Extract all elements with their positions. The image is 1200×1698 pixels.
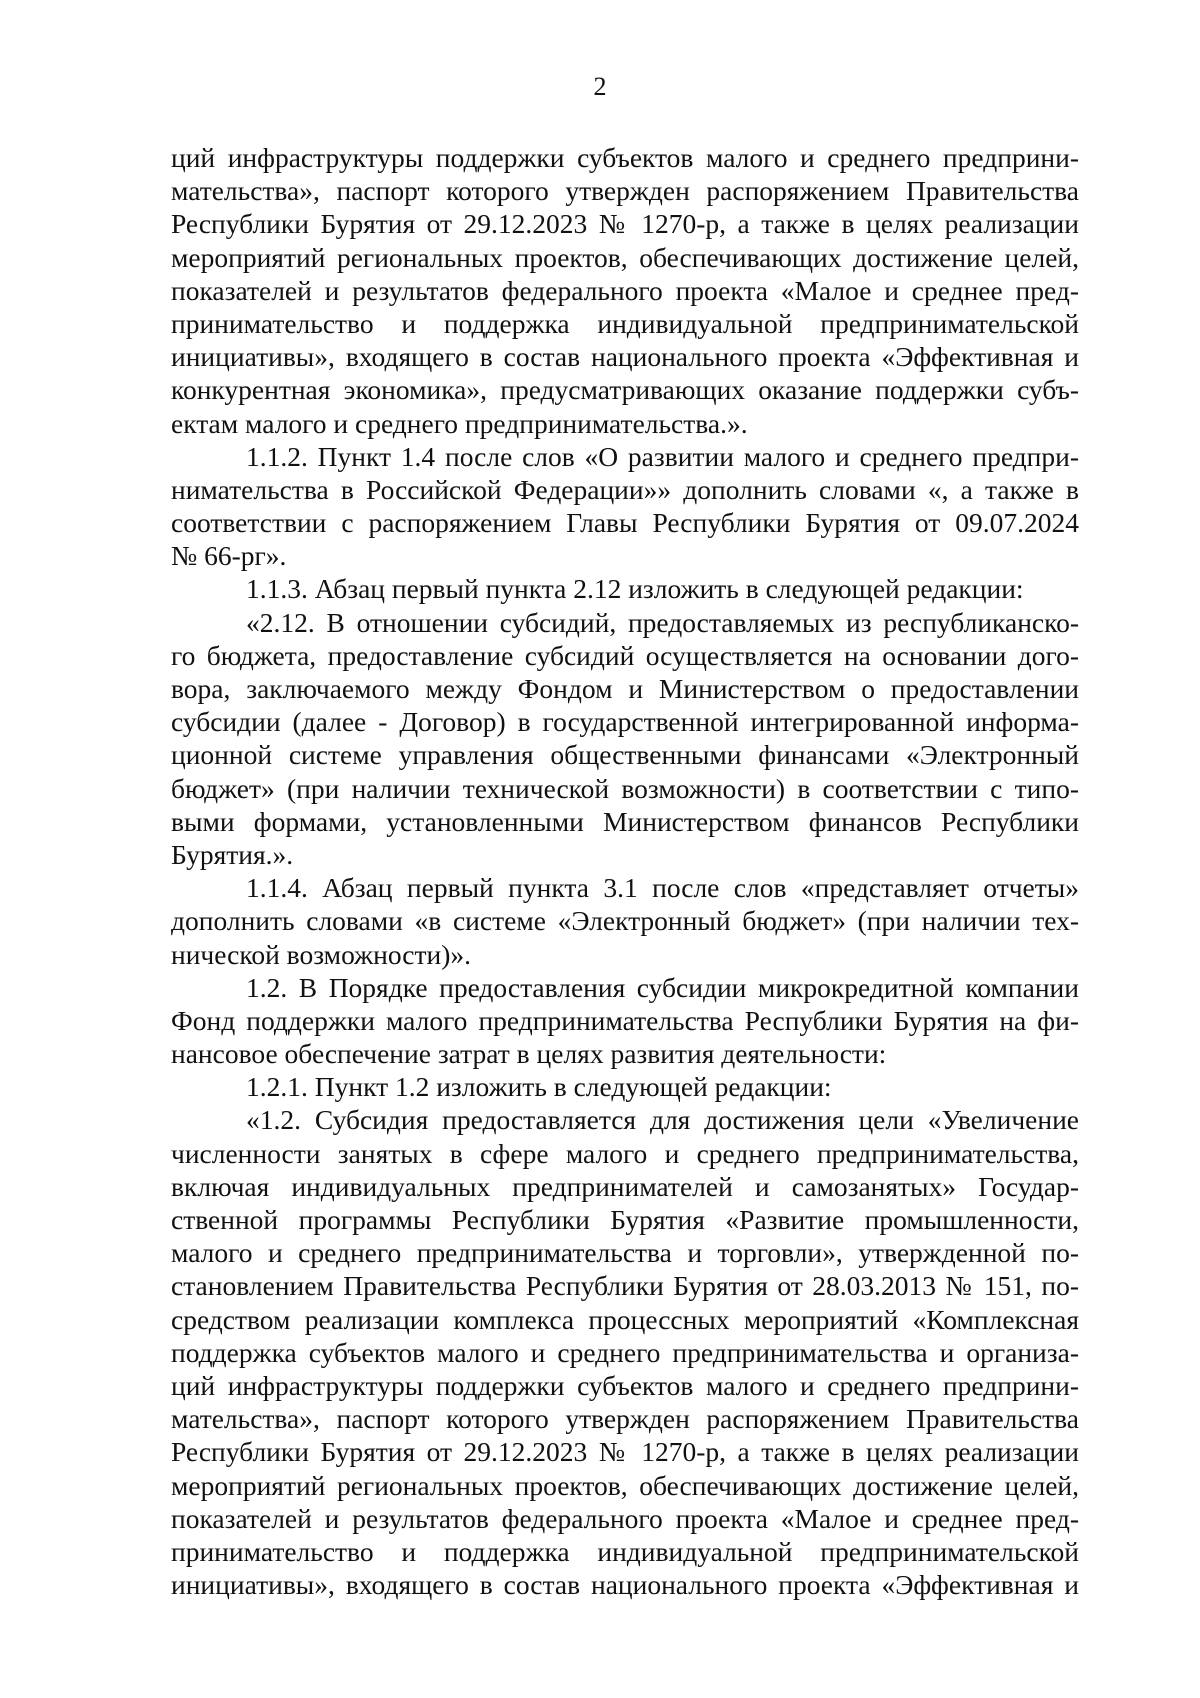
text-line: 1.2. В Порядке предоставления субсидии микрокредитной компании — [246, 971, 1079, 1003]
text-line: го бюджета, предоставление субсидий осуществляется на основании дого- — [171, 639, 1079, 671]
text-line: становлением Правительства Республики Бурятия от 28.03.2013 № 151, по- — [171, 1270, 1079, 1302]
text-line: мероприятий региональных проектов, обеспечивающих достижение целей, — [171, 1469, 1079, 1501]
text-line: ектам малого и среднего предпринимательства.». — [171, 407, 748, 439]
text-line: включая индивидуальных предпринимателей и самозанятых» Государ- — [171, 1170, 1079, 1202]
text-line: вора, заключаемого между Фондом и Министерством о предоставлении — [171, 673, 1079, 704]
text-line: средством реализации комплекса процессных мероприятий «Комплексная — [171, 1303, 1079, 1335]
text-line: 1.1.2. Пункт 1.4 после слов «О развитии малого и среднего предпри- — [246, 440, 1079, 472]
text-line: инициативы», входящего в состав национального проекта «Эффективная и — [171, 341, 1079, 373]
text-line: Республики Бурятия от 29.12.2023 № 1270-р, а также в целях реализации — [171, 1436, 1079, 1468]
text-line: ционной системе управления общественными финансами «Электронный — [171, 739, 1079, 771]
text-line: ций инфраструктуры поддержки субъектов малого и среднего предприни- — [171, 1369, 1079, 1401]
text-line: дополнить словами «в системе «Электронный бюджет» (при наличии тех- — [171, 905, 1079, 937]
text-line: нимательства в Российской Федерации»» дополнить словами «, а также в — [171, 473, 1079, 505]
text-line: показателей и результатов федерального проекта «Малое и среднее пред- — [171, 1502, 1079, 1534]
text-line: Бурятия.». — [171, 838, 294, 870]
text-line: ций инфраструктуры поддержки субъектов малого и среднего предприни- — [171, 142, 1079, 173]
text-line: поддержка субъектов малого и среднего предпринимательства и организа- — [171, 1336, 1079, 1368]
text-line: № 66-рг». — [171, 540, 287, 572]
text-line: конкурентная экономика», предусматривающих оказание поддержки субъ- — [171, 374, 1079, 406]
text-line: 1.2.1. Пункт 1.2 изложить в следующей редакции: — [246, 1071, 832, 1103]
text-line: «1.2. Субсидия предоставляется для достижения цели «Увеличение — [246, 1104, 1079, 1136]
text-line: «2.12. В отношении субсидий, предоставляемых из республиканско- — [246, 606, 1079, 638]
text-line: нической возможности)». — [171, 938, 472, 970]
text-line: ственной программы Республики Бурятия «Развитие промышленности, — [171, 1204, 1079, 1235]
text-line: нансовое обеспечение затрат в целях развития деятельности: — [171, 1038, 887, 1070]
text-line: показателей и результатов федерального проекта «Малое и среднее пред- — [171, 274, 1079, 306]
text-line: Республики Бурятия от 29.12.2023 № 1270-р, а также в целях реализации — [171, 208, 1079, 240]
text-line: 1.1.3. Абзац первый пункта 2.12 изложить в следующей редакции: — [246, 573, 1024, 605]
text-line: мательства», паспорт которого утвержден распоряжением Правительства — [171, 1403, 1079, 1435]
text-line: численности занятых в сфере малого и среднего предпринимательства, — [171, 1137, 1079, 1169]
text-line: принимательство и поддержка индивидуальной предпринимательской — [171, 1535, 1079, 1567]
text-line: инициативы», входящего в состав национального проекта «Эффективная и — [171, 1569, 1079, 1601]
text-line: бюджет» (при наличии технической возможности) в соответствии с типо- — [171, 772, 1079, 804]
text-line: малого и среднего предпринимательства и торговли», утвержденной по- — [171, 1237, 1079, 1269]
text-line: мательства», паспорт которого утвержден распоряжением Правительства — [171, 175, 1079, 207]
page-number: 2 — [593, 72, 607, 101]
text-line: субсидии (далее - Договор) в государственной интегрированной информа- — [171, 706, 1079, 738]
document-body — [171, 141, 1079, 1601]
text-line: 1.1.4. Абзац первый пункта 3.1 после слов «представляет отчеты» — [246, 872, 1079, 904]
text-line: Фонд поддержки малого предпринимательства Республики Бурятия на фи- — [171, 1004, 1079, 1036]
text-line: мероприятий региональных проектов, обеспечивающих достижение целей, — [171, 241, 1079, 273]
text-line: соответствии с распоряжением Главы Республики Бурятия от 09.07.2024 — [171, 507, 1079, 539]
text-line: выми формами, установленными Министерством финансов Республики — [171, 805, 1079, 837]
text-line: принимательство и поддержка индивидуальной предпринимательской — [171, 307, 1079, 339]
